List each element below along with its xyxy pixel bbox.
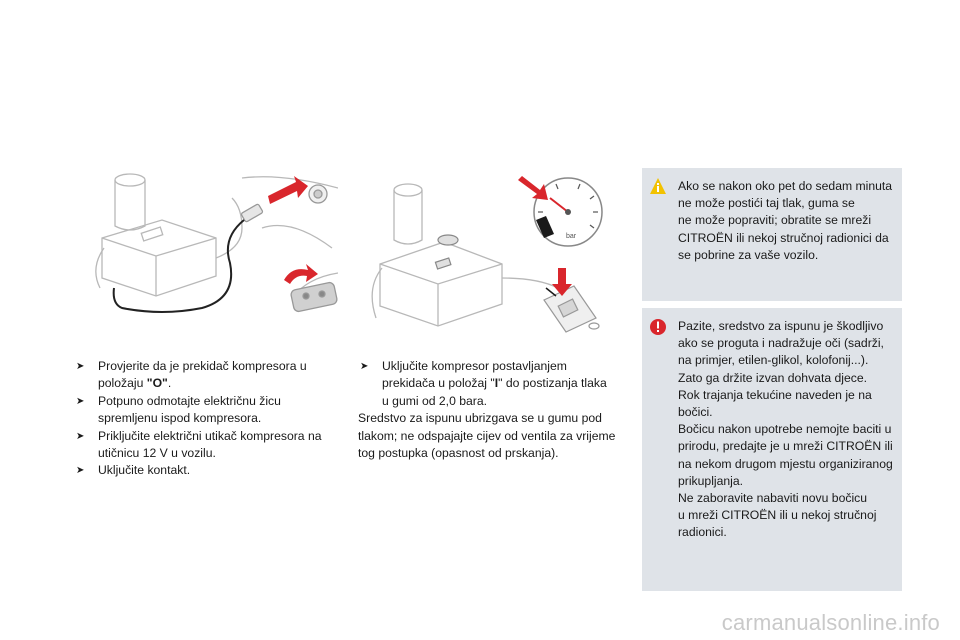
bullet-icon: ➤	[76, 465, 85, 477]
compressor-plug-illustration	[92, 168, 338, 318]
bullet-icon: ➤	[76, 430, 85, 442]
compressor-gauge-illustration	[368, 168, 618, 336]
step-check-switch: ➤ Provjerite da je prekidač kompresora u položaju "O".	[76, 359, 307, 391]
bullet-icon: ➤	[360, 361, 369, 372]
middle-instructions	[358, 358, 630, 462]
bullet-icon: ➤	[76, 395, 85, 407]
bullet-icon: ➤	[76, 361, 85, 372]
info-text: Ako se nakon oko pet do sedam minuta ne može postići taj tlak, guma se ne može popraviti; obratite se mreži CITROËN ili nekoj stručnoj radionici da se pobrine za vaše vozilo.	[678, 179, 893, 262]
warning-panel	[642, 308, 902, 591]
step-switch-on: ➤ Uključite kompresor postavljanjem prekidača u položaj "I" do postizanja tlaka u gumi od 2,0 bara.	[360, 359, 607, 408]
gauge-label: bar	[566, 233, 577, 240]
warning-text: Pazite, sredstvo za ispunu je škodljivo ako se proguta i nadražuje oči (sadrži, na primjer, etilen-glikol, kolofonij...). Zato ga držite izvan dohvata djece. Rok trajanja tekućine naveden je na bočici. Bočicu nakon upotrebe nemojte baciti u prirodu, predajte je u mreži CITROËN ili na nekom drugom mjestu organiziranog prikupljanja. Ne zaboravite nabaviti novu bočicu u mreži CITROËN ili u nekoj stručnoj radionici.	[678, 319, 893, 540]
info-panel	[642, 168, 902, 301]
left-instructions	[74, 358, 344, 480]
warning-icon	[650, 318, 666, 336]
sealant-paragraph: Sredstvo za ispunu ubrizgava se u gumu pod tlakom; ne odspajajte cijev od ventila za vrijeme tog postupka (opasnost od prskanja).	[358, 411, 616, 461]
watermark: carmanualsonline.info	[721, 610, 940, 635]
step-ignition: ➤ Uključite kontakt.	[74, 462, 344, 479]
step-unwind-cable: ➤ Potpuno odmotajte električnu žicu spremljenu ispod kompresora.	[76, 393, 281, 426]
step-connect-plug: ➤ Priključite električni utikač kompresora na utičnicu 12 V u vozilu.	[76, 428, 322, 461]
info-icon	[650, 178, 666, 196]
